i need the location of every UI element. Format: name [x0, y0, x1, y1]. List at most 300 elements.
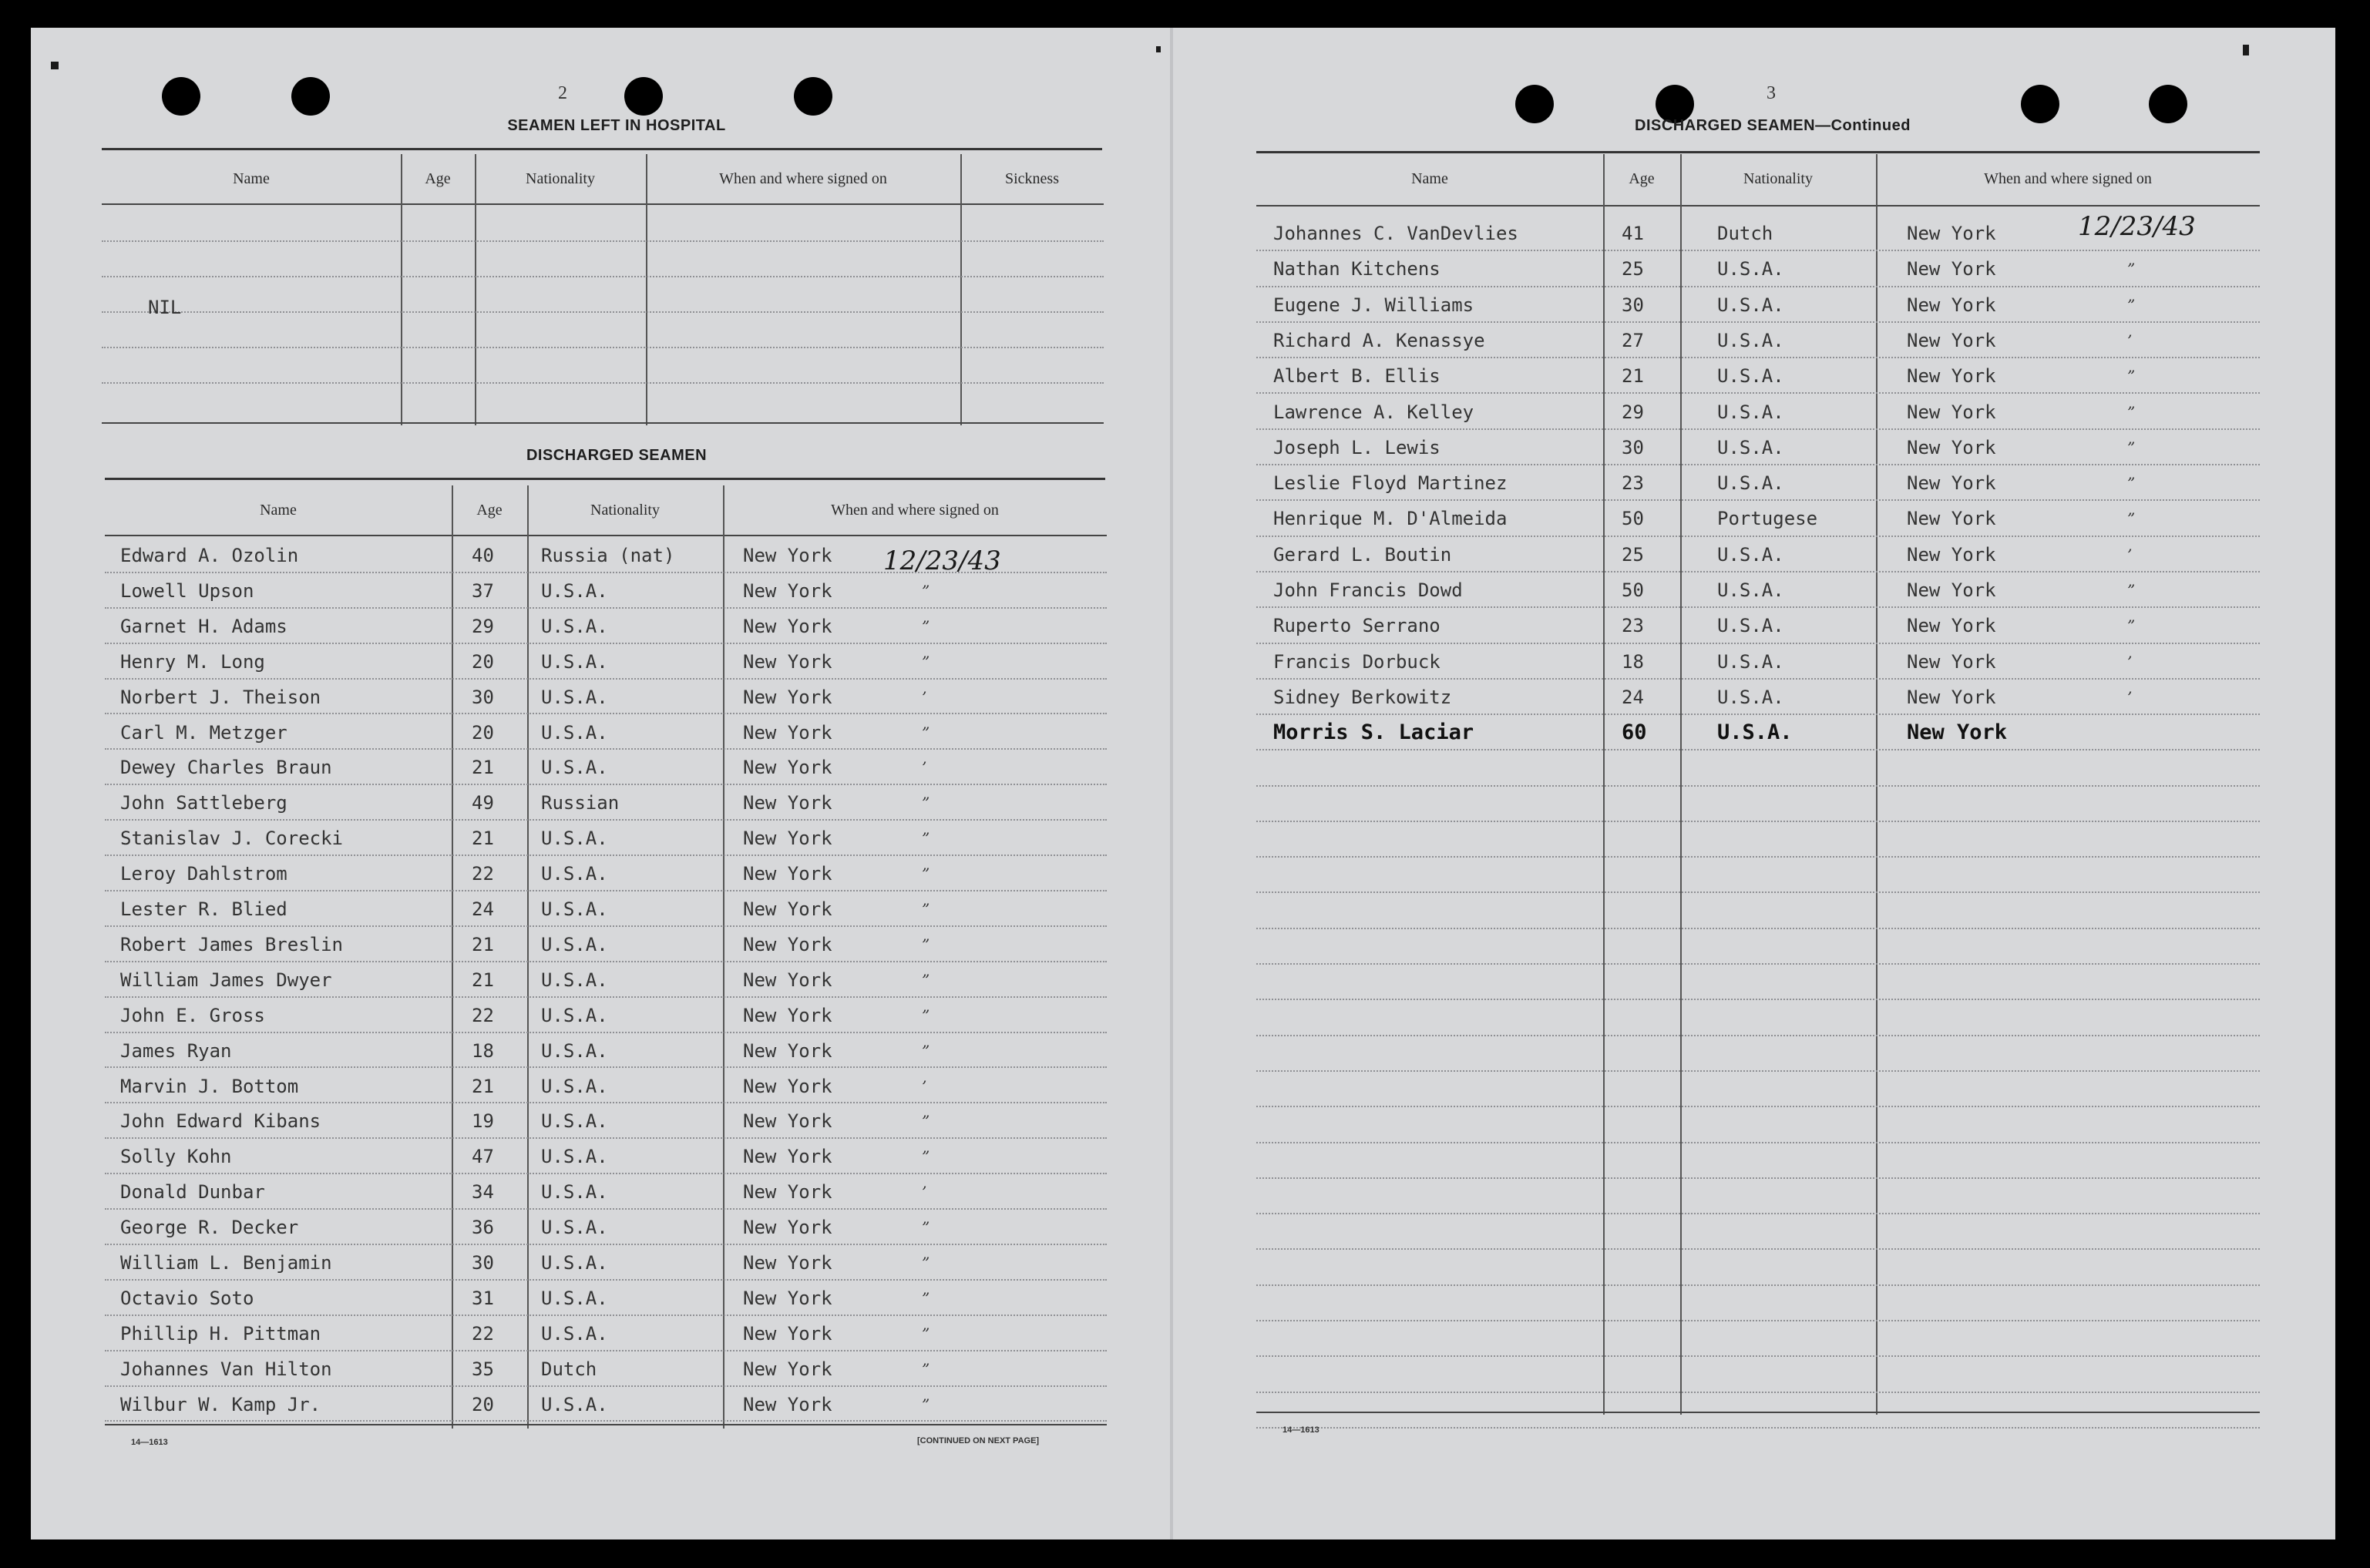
signed-on-place: New York	[743, 828, 832, 850]
seaman-age: 20	[472, 650, 494, 673]
table-row	[105, 575, 1107, 610]
row-rule	[105, 1208, 1107, 1210]
discharged-section-title: DISCHARGED SEAMEN	[526, 447, 708, 464]
seaman-age: 60	[1622, 720, 1647, 745]
seaman-name: Richard A. Kenassye	[1273, 329, 1485, 351]
seaman-age: 24	[472, 898, 494, 920]
seaman-nationality: U.S.A.	[541, 828, 608, 850]
table-row	[105, 1070, 1107, 1106]
table-row	[1256, 289, 2260, 324]
empty-row-rule	[1256, 1142, 2260, 1143]
nil-entry: NIL	[148, 297, 182, 318]
table-row	[1256, 681, 2260, 717]
page-fold	[1170, 28, 1173, 1539]
title-rule	[102, 148, 1102, 150]
seaman-age: 29	[472, 615, 494, 637]
seaman-nationality: U.S.A.	[541, 579, 608, 602]
empty-row-rule	[1256, 963, 2260, 965]
empty-row-rule	[1256, 1355, 2260, 1357]
signed-on-place: New York	[1907, 543, 1996, 566]
row-rule	[1256, 536, 2260, 537]
seaman-name: Ruperto Serrano	[1273, 615, 1440, 637]
col-header-signed-on: When and where signed on	[831, 502, 999, 519]
row-rule	[102, 311, 1104, 313]
table-row	[1256, 217, 2260, 253]
ditto-mark: ”	[922, 652, 930, 671]
signed-on-place: New York	[743, 579, 832, 602]
row-rule	[105, 1244, 1107, 1245]
table-row	[105, 928, 1107, 964]
table-row	[105, 1140, 1107, 1176]
seaman-nationality: U.S.A.	[541, 615, 608, 637]
ditto-mark: ”	[922, 1218, 930, 1237]
row-rule	[105, 961, 1107, 962]
row-rule	[105, 1173, 1107, 1174]
empty-row-rule	[1256, 821, 2260, 822]
discharged-continued-table	[1256, 154, 2260, 1415]
row-rule	[105, 1315, 1107, 1316]
seaman-nationality: U.S.A.	[541, 1217, 608, 1239]
table-row	[1256, 431, 2260, 467]
row-rule	[105, 1066, 1107, 1068]
signed-on-place: New York	[1907, 650, 1996, 673]
signed-on-place: New York	[743, 1181, 832, 1204]
seaman-nationality: Russia (nat)	[541, 545, 675, 566]
table-row	[105, 858, 1107, 893]
col-header-name: Name	[233, 170, 270, 187]
seaman-nationality: U.S.A.	[541, 1181, 608, 1204]
seaman-nationality: U.S.A.	[1717, 543, 1784, 566]
ditto-mark: ”	[2127, 509, 2136, 529]
signed-on-place: New York	[1907, 720, 2008, 745]
seaman-name: Sidney Berkowitz	[1273, 686, 1452, 708]
title-rule	[1256, 151, 2260, 153]
empty-row-rule	[1256, 1427, 2260, 1429]
table-row	[105, 1353, 1107, 1388]
table-row	[1256, 467, 2260, 502]
seaman-name: Lawrence A. Kelley	[1273, 401, 1474, 423]
row-rule	[1256, 499, 2260, 501]
table-row	[1256, 396, 2260, 431]
col-header-age: Age	[425, 170, 451, 187]
seaman-name: John Sattleberg	[120, 792, 287, 814]
row-rule	[1256, 606, 2260, 608]
seaman-nationality: U.S.A.	[1717, 365, 1784, 388]
row-rule	[102, 382, 1104, 384]
seaman-age: 23	[1622, 615, 1644, 637]
table-row	[105, 964, 1107, 999]
empty-row-rule	[1256, 1392, 2260, 1393]
row-rule	[1256, 678, 2260, 680]
bottom-rule	[105, 1424, 1107, 1425]
seaman-nationality: Dutch	[1717, 223, 1773, 244]
table-row	[1256, 253, 2260, 288]
col-header-nationality: Nationality	[590, 502, 660, 519]
ditto-mark: ”	[2127, 616, 2136, 636]
seaman-name: William L. Benjamin	[120, 1252, 332, 1274]
seaman-nationality: U.S.A.	[541, 1252, 608, 1274]
signed-on-place: New York	[743, 969, 832, 991]
seaman-name: George R. Decker	[120, 1217, 299, 1239]
signed-on-place: New York	[743, 1039, 832, 1062]
signed-on-place: New York	[743, 898, 832, 920]
seaman-age: 30	[472, 686, 494, 708]
signed-on-place: New York	[743, 1358, 832, 1380]
ditto-mark: ”	[922, 723, 930, 742]
seaman-name: Gerard L. Boutin	[1273, 543, 1452, 566]
seaman-age: 29	[1622, 401, 1644, 423]
ditto-mark: ”	[2127, 295, 2136, 314]
ditto-mark: ”	[2127, 581, 2136, 599]
table-row	[1256, 502, 2260, 538]
seaman-age: 21	[472, 969, 494, 991]
ditto-mark: ”	[2127, 474, 2136, 493]
table-row	[105, 539, 1107, 575]
hospital-section-title: SEAMEN LEFT IN HOSPITAL	[507, 117, 726, 134]
punch-hole	[624, 77, 663, 116]
seaman-age: 25	[1622, 543, 1644, 566]
seaman-name: John E. Gross	[120, 1004, 265, 1026]
empty-row-rule	[1256, 1177, 2260, 1179]
seaman-name: Marvin J. Bottom	[120, 1075, 299, 1097]
seaman-name: John Francis Dowd	[1273, 579, 1463, 601]
row-rule	[105, 784, 1107, 785]
punch-hole	[291, 77, 330, 116]
seaman-nationality: U.S.A.	[541, 933, 608, 955]
ditto-mark: ”	[922, 794, 930, 813]
empty-row-rule	[1256, 1284, 2260, 1286]
signed-on-place: New York	[743, 757, 832, 779]
signed-on-place: New York	[1907, 294, 1996, 316]
table-row	[1256, 539, 2260, 574]
form-number: 14—1613	[131, 1438, 168, 1447]
table-row	[105, 681, 1107, 717]
col-header-sickness: Sickness	[1005, 170, 1059, 187]
row-rule	[105, 1420, 1107, 1422]
seaman-age: 18	[472, 1039, 494, 1062]
page-number: 2	[558, 83, 567, 103]
seaman-nationality: U.S.A.	[1717, 401, 1784, 423]
row-rule	[1256, 464, 2260, 465]
seaman-age: 18	[1622, 650, 1644, 673]
seaman-nationality: U.S.A.	[1717, 686, 1784, 708]
seaman-name: Henry M. Long	[120, 650, 265, 673]
ditto-mark: ’	[922, 758, 927, 777]
seaman-age: 40	[472, 545, 494, 566]
col-header-age: Age	[1629, 170, 1655, 187]
signed-on-place: New York	[1907, 579, 1996, 601]
seaman-nationality: U.S.A.	[541, 1393, 608, 1415]
continued-note: [CONTINUED ON NEXT PAGE]	[917, 1436, 1040, 1445]
seaman-age: 31	[472, 1287, 494, 1309]
signed-on-place: New York	[743, 1322, 832, 1345]
seaman-nationality: U.S.A.	[541, 1110, 608, 1133]
seaman-name: Garnet H. Adams	[120, 615, 287, 637]
seaman-age: 23	[1622, 472, 1644, 495]
ditto-mark: ”	[922, 616, 930, 636]
seaman-age: 20	[472, 1393, 494, 1415]
seaman-nationality: U.S.A.	[541, 686, 608, 708]
handwritten-date: 12/23/43	[883, 546, 1001, 576]
table-row	[105, 1318, 1107, 1353]
ditto-mark: ”	[922, 829, 930, 848]
empty-row-rule	[1256, 1320, 2260, 1321]
ditto-mark: ”	[922, 865, 930, 884]
seaman-age: 30	[1622, 436, 1644, 458]
seaman-name: Edward A. Ozolin	[120, 545, 299, 566]
bottom-rule	[102, 422, 1104, 424]
seaman-name: Wilbur W. Kamp Jr.	[120, 1393, 321, 1415]
seaman-nationality: U.S.A.	[1717, 579, 1784, 601]
signed-on-place: New York	[743, 1393, 832, 1415]
row-rule	[105, 678, 1107, 680]
row-rule	[105, 1279, 1107, 1281]
seaman-name: Joseph L. Lewis	[1273, 436, 1440, 458]
empty-row-rule	[1256, 1035, 2260, 1036]
ditto-mark: ’	[2127, 652, 2133, 671]
table-row	[105, 999, 1107, 1035]
seaman-nationality: U.S.A.	[541, 757, 608, 779]
seaman-name: Phillip H. Pittman	[120, 1322, 321, 1345]
discharged-table	[105, 485, 1107, 1429]
table-row	[105, 822, 1107, 858]
ditto-mark: ”	[2127, 402, 2136, 421]
ditto-mark: ”	[922, 1324, 930, 1343]
signed-on-place: New York	[743, 1217, 832, 1239]
seaman-nationality: U.S.A.	[1717, 329, 1784, 351]
handwritten-date: 12/23/43	[2078, 211, 2196, 242]
row-rule	[105, 572, 1107, 573]
punch-hole	[2021, 85, 2059, 123]
signed-on-place: New York	[1907, 365, 1996, 388]
ditto-mark: ’	[2127, 545, 2133, 564]
seaman-age: 19	[472, 1110, 494, 1133]
seaman-nationality: U.S.A.	[1717, 294, 1784, 316]
seaman-nationality: U.S.A.	[1717, 615, 1784, 637]
table-row	[1256, 360, 2260, 395]
signed-on-place: New York	[1907, 472, 1996, 495]
hospital-table	[102, 154, 1104, 425]
seaman-nationality: U.S.A.	[541, 1146, 608, 1168]
seaman-age: 22	[472, 863, 494, 885]
seaman-age: 37	[472, 579, 494, 602]
seaman-nationality: U.S.A.	[541, 863, 608, 885]
signed-on-place: New York	[1907, 508, 1996, 530]
header-rule	[1256, 205, 2260, 206]
scan-mark	[1156, 46, 1161, 52]
table-row	[105, 717, 1107, 752]
table-row	[105, 1105, 1107, 1140]
row-rule	[105, 1102, 1107, 1103]
row-rule	[105, 996, 1107, 998]
empty-row-rule	[1256, 785, 2260, 787]
seaman-age: 50	[1622, 508, 1644, 530]
signed-on-place: New York	[743, 1110, 832, 1133]
seaman-age: 21	[472, 828, 494, 850]
signed-on-place: New York	[743, 1287, 832, 1309]
row-rule	[105, 890, 1107, 891]
ditto-mark: ”	[922, 581, 930, 600]
bottom-rule	[1256, 1412, 2260, 1413]
seaman-age: 21	[472, 1075, 494, 1097]
table-row	[105, 1176, 1107, 1211]
col-header-name: Name	[260, 502, 297, 519]
ditto-mark: ”	[922, 1147, 930, 1167]
signed-on-place: New York	[743, 1075, 832, 1097]
ditto-mark: ”	[922, 935, 930, 954]
seaman-name: Dewey Charles Braun	[120, 757, 332, 779]
table-row	[105, 751, 1107, 787]
ditto-mark: ”	[922, 1006, 930, 1025]
seaman-name: Morris S. Laciar	[1273, 720, 1474, 745]
col-header-name: Name	[1411, 170, 1448, 187]
seaman-nationality: U.S.A.	[541, 1075, 608, 1097]
seaman-name: Francis Dorbuck	[1273, 650, 1440, 673]
seaman-age: 20	[472, 721, 494, 744]
seaman-age: 30	[1622, 294, 1644, 316]
seaman-nationality: Dutch	[541, 1358, 597, 1380]
punch-hole	[794, 77, 832, 116]
row-rule	[105, 819, 1107, 821]
table-row	[1256, 717, 2260, 752]
seaman-nationality: U.S.A.	[541, 721, 608, 744]
seaman-nationality: U.S.A.	[1717, 258, 1784, 280]
row-rule	[105, 1385, 1107, 1387]
table-row	[105, 1388, 1107, 1424]
header-rule	[105, 535, 1107, 536]
row-rule	[1256, 286, 2260, 287]
empty-row-rule	[1256, 1070, 2260, 1072]
seaman-age: 41	[1622, 223, 1644, 244]
table-row	[105, 1247, 1107, 1282]
seaman-nationality: U.S.A.	[1717, 436, 1784, 458]
signed-on-place: New York	[743, 1004, 832, 1026]
ditto-mark: ”	[922, 1254, 930, 1272]
seaman-nationality: U.S.A.	[541, 1039, 608, 1062]
seaman-name: Solly Kohn	[120, 1146, 232, 1168]
ditto-mark: ”	[2127, 260, 2136, 279]
seaman-age: 30	[472, 1252, 494, 1274]
seaman-age: 22	[472, 1004, 494, 1026]
row-rule	[102, 240, 1104, 242]
seaman-name: Carl M. Metzger	[120, 721, 287, 744]
signed-on-place: New York	[1907, 401, 1996, 423]
seaman-name: William James Dwyer	[120, 969, 332, 991]
discharged-continued-title: DISCHARGED SEAMEN—Continued	[1635, 117, 1911, 134]
table-row	[105, 1282, 1107, 1318]
scan-mark	[2243, 45, 2249, 55]
ditto-mark: ”	[922, 1041, 930, 1060]
table-row	[105, 1035, 1107, 1070]
seaman-age: 21	[472, 933, 494, 955]
seaman-name: John Edward Kibans	[120, 1110, 321, 1133]
empty-row-rule	[1256, 928, 2260, 929]
ditto-mark: ”	[922, 1112, 930, 1131]
ditto-mark: ’	[2127, 331, 2133, 350]
seaman-nationality: U.S.A.	[541, 969, 608, 991]
seaman-nationality: Portugese	[1717, 508, 1818, 530]
seaman-age: 47	[472, 1146, 494, 1168]
seaman-name: Leroy Dahlstrom	[120, 863, 287, 885]
signed-on-place: New York	[1907, 686, 1996, 708]
row-rule	[1256, 357, 2260, 358]
seaman-age: 25	[1622, 258, 1644, 280]
col-header-nationality: Nationality	[1743, 170, 1813, 187]
signed-on-place: New York	[743, 933, 832, 955]
punch-hole	[1515, 85, 1554, 123]
ditto-mark: ’	[922, 1183, 927, 1202]
empty-row-rule	[1256, 856, 2260, 858]
table-row	[1256, 574, 2260, 609]
empty-row-rule	[1256, 1106, 2260, 1107]
table-row	[1256, 646, 2260, 681]
seaman-age: 24	[1622, 686, 1644, 708]
row-rule	[1256, 250, 2260, 251]
ditto-mark: ’	[922, 1076, 927, 1096]
row-rule	[105, 855, 1107, 856]
row-rule	[105, 713, 1107, 714]
row-rule	[105, 925, 1107, 927]
seaman-age: 34	[472, 1181, 494, 1204]
empty-row-rule	[1256, 1213, 2260, 1214]
ditto-mark: ”	[922, 1359, 930, 1378]
page-number: 3	[1767, 83, 1776, 103]
seaman-name: Johannes C. VanDevlies	[1273, 223, 1518, 244]
empty-row-rule	[1256, 1248, 2260, 1250]
table-row	[105, 610, 1107, 646]
ditto-mark: ’	[2127, 687, 2133, 707]
table-row	[105, 787, 1107, 822]
seaman-name: James Ryan	[120, 1039, 232, 1062]
ditto-mark: ”	[922, 970, 930, 989]
signed-on-place: New York	[1907, 615, 1996, 637]
ditto-mark: ”	[922, 1395, 930, 1414]
signed-on-place: New York	[743, 792, 832, 814]
table-row	[105, 646, 1107, 681]
row-rule	[1256, 749, 2260, 750]
punch-hole	[162, 77, 200, 116]
table-row	[105, 1211, 1107, 1247]
ditto-mark: ”	[922, 900, 930, 918]
seaman-age: 49	[472, 792, 494, 814]
signed-on-place: New York	[1907, 436, 1996, 458]
seaman-name: Stanislav J. Corecki	[120, 828, 343, 850]
seaman-name: Eugene J. Williams	[1273, 294, 1474, 316]
seaman-name: Leslie Floyd Martinez	[1273, 472, 1508, 495]
seaman-nationality: U.S.A.	[1717, 720, 1793, 745]
row-rule	[105, 748, 1107, 750]
seaman-age: 22	[472, 1322, 494, 1345]
seaman-nationality: U.S.A.	[541, 1004, 608, 1026]
seaman-name: Nathan Kitchens	[1273, 258, 1440, 280]
col-header-signed-on: When and where signed on	[719, 170, 887, 187]
signed-on-place: New York	[743, 686, 832, 708]
ditto-mark: ”	[922, 1288, 930, 1308]
signed-on-place: New York	[743, 863, 832, 885]
signed-on-place: New York	[1907, 258, 1996, 280]
row-rule	[1256, 321, 2260, 323]
row-rule	[105, 1032, 1107, 1033]
seaman-nationality: U.S.A.	[1717, 472, 1784, 495]
seaman-name: Norbert J. Theison	[120, 686, 321, 708]
seaman-age: 21	[1622, 365, 1644, 388]
row-rule	[105, 1350, 1107, 1351]
seaman-nationality: U.S.A.	[1717, 650, 1784, 673]
row-rule	[1256, 392, 2260, 394]
signed-on-place: New York	[743, 650, 832, 673]
signed-on-place: New York	[743, 1146, 832, 1168]
signed-on-place: New York	[743, 615, 832, 637]
